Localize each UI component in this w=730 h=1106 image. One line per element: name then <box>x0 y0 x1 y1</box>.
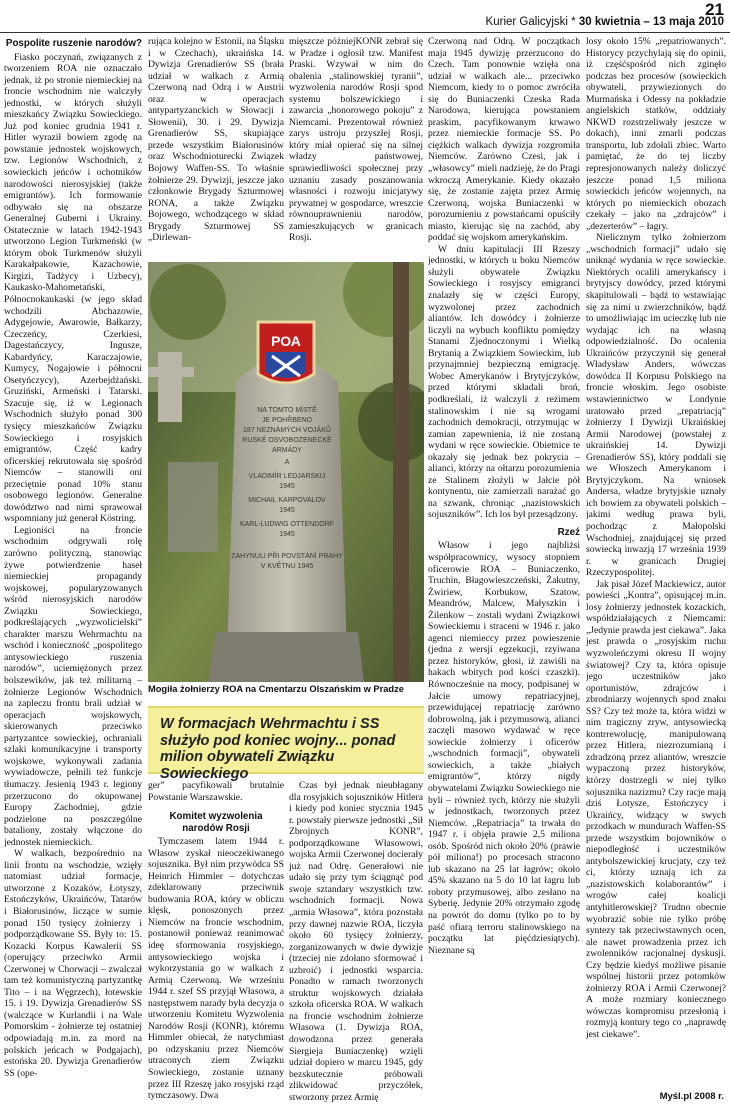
section-heading-rzez: Rzeź <box>557 526 580 538</box>
paragraph: Legioniści na froncie wschodnim odgrywali rolę zarówno polityczną, stanowiąc żywe potwierdzenie haseł niemieckiej propagandy wojskowej, popularyzowanych wśród nierosyjskich narodów Związku Sowieckiego, podkreślających „wyzwolicielski” charakter marszu Wehrmachtu na wschód i konieczność „pospolitego antysowieckiego ruszenia narodów”, uciemiężonych przez bolszewików, jak też militarną – żołnierze Legionów Wschodnich na zapleczu frontu brali udział w operacjach wojskowych, skierowanych przeciwko partyzantce sowieckiej, ochraniali szlaki komunikacyjne i transporty wojskowe, wykonywali zadania wywiadowcze, pełnili też funkcje tłumaczy. Jesienią 1943 r. legiony przerzucono do okupowanej Europy Zachodniej, gdzie podzielone na poszczególne bataliony, zostały włączone do jednostek niemieckich. <box>4 524 142 848</box>
pull-quote-text: W formacjach Wehrmachtu i SS służyło pod koniec wojny... ponad milion obywateli Związku Sowieckiego <box>160 716 396 782</box>
page-header <box>0 0 730 34</box>
pull-quote <box>148 706 424 782</box>
article-column-2-bottom <box>148 780 284 1102</box>
paragraph: Nielicznym tylko żołnierzom „wschodnich formacji” udało się uniknąć wydania w ręce sowieckie. Niektórych ocalili amerykańscy i brytyjscy dowódcy, przed którymi skapitulowali – bądź to wstawiając się za nimi u zwierzchników, bądź to umożliwiając im ucieczkę lub nie wydając ich na własną odpowiedzialność. Do ocalenia Ukraińców przyczynił się generał Władysław Anders, wówczas dowódca II Korpusu Polskiego na froncie włoskim. Jego osobiste wstawiennictwo w Londynie uratowało przed „repatriacją” żołnierzy I Dywizji Ukraińskiej Armii Narodowej (powstałej z ukraińskiej 14. Dywizji Grenadierów SS), który poddali się we Włoszech Amerykanom i Brytyjczykom. Na wniosek Andersa, władze brytyjskie uznały ich bowiem za obywateli polskich – jakimi według prawa byli, pochodząc z Małopolski Wschodniej, znajdującej się przed sowiecką inwazją 17 września 1939 r. w granicach Drugiej Rzeczypospolitej. <box>586 232 726 579</box>
article-column-1 <box>4 36 142 1102</box>
paragraph: mięszcze późniejKONR zebrał się w Pradze i ogłosił tzw. Manifest Praski. Wzywał w nim do obalenia „stalinowskiej tyranii”, wyzwolenia narodów Rosji spod systemu bolszewickiego i zawarcia „honorowego pokoju” z Niemcami. Prezentował również zarys ustroju przyszłej Rosji, który miał opierać się na silnej władzy państwowej, sprawiedliwości społecznej przy uznaniu zasady poszanowania własności i rozwoju inicjatywy prywatnej w gospodarce, wreszcie równouprawnieniu narodów, zamieszkujących w granicach Rosji. <box>289 36 423 244</box>
issue-dates: 30 kwietnia – 13 maja 2010 <box>578 16 724 28</box>
roa-emblem-text: РОА <box>271 333 301 349</box>
paragraph: Własow i jego najbliżsi współpracownicy, wysocy stopniem oficerowie ROA – Buniaczenko, Truchin, Błagowieszczeński, Żakutny, Żwiriew, Korbukow, Szatow, Meandrów, Malcew, Małyszkin i Żilenkow – zostali wydani Związkowi Sowieckiemu i straceni w 1946 r. jako agenci niemieccy przez powieszenie (jedna z wersji egzekucji, rzyiwana przez historyków, głosi, iż zawiśli na hakach wbitych pod kości czaszki). Równocześnie na mocy, podpisanej w Jałcie umowy repatriacyjnej, przewidującej repatriację zarówno dobrowolną, jak i przymusową, alianci zaczęli masowo wydawać w ręce sowieckie żołnierzy i oficerów „wschodnich formacji”, obywateli sowieckich, a także „białych emigrantów”, którzy nigdy obywatelami Związku Sowieckiego nie byli – również tych, którzy nie służyli w jednostkach, tworzonych przez Niemców. „Repatriacja” ta trwała do 1947 r. i objęła prawie 2,5 miliona osób. Spośród nich około 20% (prawie pół miliona!) po procesach stracono lub skazano na 25 lat łagrów; około 45% skazano na 5 do 10 lat łagru lub roboty przymusowej, albo zesłano na Syberię. Jedynie 20% otrzymało zgodę na powrót do domu (tylko po to by paść ofiarą terroru stalinowskiego na początku lat pięćdziesiątych). Nieznane są <box>428 540 580 956</box>
grave-photo-illustration <box>148 262 424 682</box>
inscription-line: A <box>284 459 290 466</box>
article-column-3-top <box>289 36 423 260</box>
inscription-line: ZAHYNULI PŘI POVSTÁNÍ PRAHY <box>231 553 343 560</box>
section-heading-komitet: Komitet wyzwolenia narodów Rosji <box>169 811 263 834</box>
article-column-2-top <box>148 36 284 260</box>
paragraph: Fiasko poczynań, związanych z tworzeniem ROA nie oznaczało jednak, iż po stronie niemieckiej na froncie wschodnim nie walczyły jednostki, w których służyli mieszkańcy Związku Sowieckiego. Już pod koniec grudnia 1941 r. Hitler wyraził bowiem zgodę na powstanie jednostek wojskowych, tzw. Legionów Wschodnich, z sowieckich jeńców i ochotników narodowości nierosyjskiej (także emigrantów). Ich formowanie odbywało się na obszarze Generalnej Guberni i Ukrainy. Ostatecznie w latach 1942-1943 utworzono Legion Turkmeński (w którym obok Turkmenów służyli Karakałpakowie, Kazachowie, Kirgizi, Tadżycy i Uzbecy), Kaukasko-Mahometański, Północnokaukaski (w jego skład wchodzili Abchazowie, Adygejowie, Awarowie, Bałkarzy, Czeczeńcy, Czerkiesi, Dagestańczycy, Ingusze, Kabardyńcy, Karaczajowie, Kumycy, Nogajowie i północni Osetyńczycy), Azerbejdżański. Gruziński, Armeński i Tatarski. Szacuje się, iż w Legionach Wschodnich służyło ponad 300 tysięcy mieszkańców Związku Sowieckiego i rosyjskich emigrantów. Część kadry oficerskiej rekrutowała się spośród Niemców – stanowili oni przeciętnie ponad 10% stanu osobowego legionów. Generalne dowództwo nad nimi sprawował wspomniany już generał Köstring. <box>4 51 142 525</box>
article-column-3-bottom <box>289 780 423 1102</box>
grave-photo <box>148 262 424 682</box>
inscription-line: JE POHŘBENO <box>261 417 313 424</box>
section-heading-pospolite: Pospolite ruszenie narodów? <box>5 38 142 49</box>
article-column-5 <box>586 36 726 1102</box>
publication-name: Kurier Galicyjski <box>485 16 568 28</box>
issue-separator: * <box>567 16 579 28</box>
inscription-line: KARL-LUDWIG OTTENDORF <box>239 521 335 528</box>
inscription-line: VLADIMÍR LEDJARSKIJ <box>248 473 326 480</box>
inscription-line: NA TOMTO MÍSTĚ <box>257 407 317 414</box>
paragraph: Jak pisał Józef Mackiewicz, autor powieści „Kontra”, opisującej m.in. losy żołnierzy jednostek kozackich, współdziałających z Niemcami: „Jedynie prawda jest ciekawa”. Jaka jest prawda o „rosyjskim ruchu wyzwoleńczymi okresu II wojny światowej? Czy ta, która opisuje jego uczestników jako oportunistów, zdrajców i zbrodniarzy wojennych spod znaku SS? Czy też może ta, która widzi w nim tragiczny zryw, antysowiecką kontrrewolucję, manipulowaną przez Hitlera, niezrozumianą i zdradzoną przez aliantów, wreszcie wypaczoną przez historyków, którzy dostrzegli w niej tylko sojusznika nazizmu? Czy racje mają dziś Łotysze, Estończycy i Ukraińcy, widzący w swych przodkach w mundurach Waffen-SS przede wszystkim bojowników o niepodległość i uczestników antybolszewickiej krucjaty, czy też ci, którzy uznają ich za „nazistowskich kolaborantów” i wrogów całej koalicji antyhitlerowskiej? Trudno obecnie wyobrazić sobie nie tylko próbę syntezy tak przeciwstawnych ocen, ale nawet prowadzenia przez ich zwolenników racjonalnej dyskusji. Czy będzie kiedyś możliwe pisanie wspólnej historii przez potomków żołnierzy ROA i Armii Czerwonej? A może rozmiary koniecznego wówczas kompromisu przesłonią i rozmyją kontury tego co „naprawdę jest ciekawe”. <box>586 578 726 1041</box>
paragraph: losy około 15% „repatriowanych”. Historycy przychylają się do opinii, iż częśćspośród nich zginęło podczas bez procesów (sowieckich obywateli, przywiezionych do Murmańska i Odessy na pokładzie angielskich statków, oddziały NKWD rozstrzeliwały jeszcze w dokach), inni zmarli podczas transportu, lub zdołali zbiec. Warto pamiętać, że do tej liczby represjonowanych należy doliczyć jeszcze ponad 1,5 miliona sowieckich jeńców wojennych, na których po niemieckich obozach czekały – jako na „zdrajców” i „dezerterów” – łagry. <box>586 36 726 232</box>
header-rule <box>0 32 730 33</box>
paragraph: Czerwoną nad Odrą. W początkach maja 1945 dywizję przerzucono do Czech. Tam ponownie wzięła ona udział w walkach ale... przeciwko Niemcom, kiedy to o pomoc zwróciła się do Buniaczenki Czeska Rada Narodowa, kierująca powstaniem praskim, pacyfikowanym krwawo przez niemieckie formacje SS. Po ciężkich walkach dywizja rozgromiła Niemców. Zarówno Czesi, jak i „własowcy” mieli nadzieję, że do Pragi wkroczą Amerykanie. Kiedy okazało się, że zostanie zajęta przez Armię Czerwoną, wojska Buniaczenki w porozumieniu z powstańcami opuściły miasto, kierując się na zachód, aby poddać się wojskom amerykańskim. <box>428 36 580 244</box>
inscription-line: 1945 <box>279 483 295 490</box>
inscription-line: 187 NEZNÁMÝCH VOJÁKŮ <box>243 427 331 434</box>
paragraph: Czas był jednak nieubłagany dla rosyjskich sojuszników Hitlera i kiedy pod koniec stycznia 1945 r. powstały pierwsze jednostki „Sił Zbrojnych KONR”, podporządkowane Własowowi, wojska Armii Czerwonej docierały już nad Odrę. Generałowi nie udało się przy tym ściągnąć pod swoje sztandary wszystkich tzw. wschodnich formacji. Nowa „armia Własowa”, która pozostała przy dawnej nazwie ROA, liczyła około 60 tysięcy żołnierzy, zorganizowanych w dwie dywizje (trzeciej nie zdołano sformować i uzbroić) i jednostki wsparcia. Ponadto w ramach tworzonych struktur wojskowych działała szkoła oficerska ROA. W walkach na froncie wschodnim żołnierze Własowa (1. Dywizja ROA, dowodzona przez generała Siergieja Buniaczenkę) wzięli udział dopiero w marcu 1945, gdy bezskutecznie próbowali zlikwidować przyczółek, stworzony przez Armię <box>289 780 423 1102</box>
inscription-line: RUSKÉ OSVOBOZENECKÉ <box>242 437 332 444</box>
source-signature: Myśl.pl 2008 r. <box>659 1091 724 1102</box>
inscription-line: 1945 <box>279 507 295 514</box>
photo-caption: Mogiła żołnierzy ROA na Cmentarzu Olszańskim w Pradze <box>148 684 404 694</box>
paragraph: ger” pacyfikowali brutalnie Powstanie Warszawskie. <box>148 780 284 803</box>
paragraph: Tymczasem latem 1944 r. Własow zyskał nieoczekiwanego sojusznika. Był nim przywódca SS Heinrich Himmler – dotychczas zdeklarowany przeciwnik budowania ROA, który w obliczu klęsk, ponoszonych przez Niemców na froncie wschodnim, postanowił ponieważ reanimować ideę sformowania rosyjskiego, antysowieckiego wojska i wykorzystania go w walkach z Armią Czerwoną. We wrześniu 1944 r. szef SS przyjął Własowa, a następstwem narady była decyzja o utworzeniu Komitetu Wyzwolenia Narodów Rosji (KONR), któremu Himmler obiecał, że natychmiast po odzyskaniu przez Niemców utraconych ziem Związku Sowieckiego, zostanie uznany przez III Rzeszę jako rosyjski rząd tymczasowy. Dwa <box>148 836 284 1102</box>
paragraph: rująca kolejno w Estonii, na Śląsku i w Czechach), ukraińska 14. Dywizja Grenadierów SS (brała udział w walkach z Armią Czerwoną nad Odrą i w Austrii oraz w operacjach antypartyzanckich w Słowacji i Słowenii), 30. i 29. Dywizja Grenadierów SS, skupiające przede wszystkim Białorusinów oraz Wschodnioturecki Związek Bojowy Waffen-SS. To właśnie żołnierze 29. Dywizji, jeszcze jako członkowie Brygady Szturmowej RONA, a także Związku Bojowego, wchodzącego w skład Brygady Szturmowej SS „Dirlewan- <box>148 36 284 244</box>
inscription-line: 1945 <box>279 531 295 538</box>
article-column-4 <box>428 36 580 1102</box>
paragraph: W dniu kapitulacji III Rzeszy jednostki, w których u boku Niemców służyli obywatele Związku Sowieckiego i rosyjscy emigranci znalazły się w części Europy, wyzwolonej przez zachodnich aliantów. Ich dowódcy i żołnierze liczyli na wybuch konfliktu pomiędzy Stanami Zjednoczonymi i Wielką Brytanią a Związkiem Sowieckim, lub przynajmniej bezpieczną emigrację. Wobec Amerykanów i Brytyjczyków, przed którymi składali broń, podkreślali, iż walczyli z reżimem stalinowskim i nie są wrogami zachodnich demokracji, otrzymując w zamian zapewnienia, iż nie zostaną wydani w ręce sowieckie. Obietnice te okazały się jednak bez pokrycia – alianci, którzy na ołtarzu porozumienia ze Stalinem złożyli w Jałcie pół kontynentu, nie zamierzali narażać go na szwank, chroniąc „nazistowskich sojuszników”. Ich los był przesądzony. <box>428 243 580 521</box>
paragraph: W walkach, bezpośrednio na linii frontu na wschodzie, wzięły natomiast udział formacje, utworzone z Kozaków, Łotyszy, Estończyków, Ukraińców, Tatarów i Białorusinów, liczące w sumie ponad 150 tysięcy żołnierzy i podporządkowane SS. Były to: 15. Kozacki Korpus Kawalerii SS (operujący przeciwko Armii Czerwonej w Chorwacji – zwalczał tam też komunistyczną partyzantkę Tito – i na Węgrzech), łotewskie 15. i 19. Dywizja Grenadierów SS (walczące w Kurlandii i na Wale Pomorskim - żołnierze tej ostatniej odpowiadają m.in. za mord na polskich jeńcach w Podgajach), estońska 20. Dywizja Grenadierów SS (ope- <box>4 848 142 1079</box>
inscription-line: V KVĚTNU 1945 <box>260 563 314 570</box>
inscription-line: ARMÁDY <box>272 447 302 454</box>
issue-line <box>486 16 724 28</box>
page-number: 21 <box>705 0 724 19</box>
inscription-line: MICHAIL KARPOVALOV <box>248 497 326 504</box>
